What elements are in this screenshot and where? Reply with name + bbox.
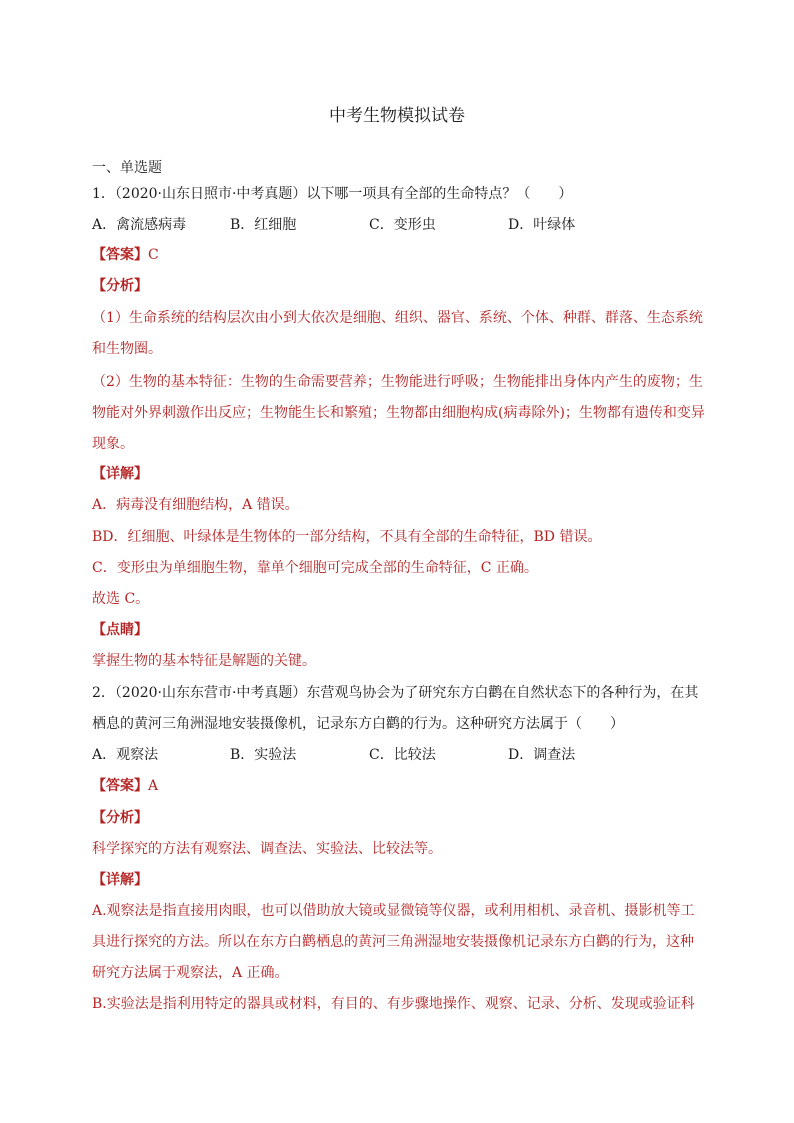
q2-detail-line: 具进行探究的方法。所以在东方白鹳栖息的黄河三角洲湿地安装摄像机记录东方白鹳的行为，这种 (92, 934, 694, 950)
q1-answer-row (92, 245, 704, 265)
q2-option-d: D．调查法 (508, 747, 576, 763)
q1-analysis-line: 现象。 (92, 436, 134, 452)
q1-option-b: B．红细胞 (230, 217, 297, 233)
q1-detail-line: A．病毒没有细胞结构，A 错误。 (92, 497, 299, 513)
q1-detail-line: BD．红细胞、叶绿体是生物体的一部分结构，不具有全部的生命特征，BD 错误。 (92, 529, 602, 545)
q2-option-c: C．比较法 (369, 747, 436, 763)
q1-tip-tag: 【点睛】 (92, 622, 148, 638)
answer-value: C (148, 247, 159, 263)
q1-analysis-tag: 【分析】 (92, 278, 148, 294)
q2-analysis-text: 科学探究的方法有观察法、调查法、实验法、比较法等。 (92, 841, 442, 857)
q1-option-a: A．禽流感病毒 (92, 217, 187, 233)
q1-option-d: D．叶绿体 (508, 217, 576, 233)
q1-detail-line: C．变形虫为单细胞生物，靠单个细胞可完成全部的生命特征，C 正确。 (92, 560, 538, 576)
q1-analysis-line: 和生物圈。 (92, 341, 162, 357)
q1-detail-line: 故选 C。 (92, 591, 150, 607)
q1-tip-text: 掌握生物的基本特征是解题的关键。 (92, 653, 316, 669)
q1-analysis-line: （2）生物的基本特征：生物的生命需要营养；生物能进行呼吸；生物能排出身体内产生的废物；生 (92, 374, 703, 390)
q2-stem-line: 2．（2020·山东东营市·中考真题）东营观鸟协会为了研究东方白鹳在自然状态下的各种行为，在其 (92, 685, 699, 701)
answer-tag: 【答案】 (92, 247, 148, 263)
q2-answer-row (92, 776, 704, 796)
q1-stem: 1．（2020·山东日照市·中考真题）以下哪一项具有全部的生命特点？（ ） (92, 186, 573, 202)
q2-detail-line: A.观察法是指直接用肉眼，也可以借助放大镜或显微镜等仪器，或利用相机、录音机、摄影机等工 (92, 903, 695, 919)
q2-detail-line: B.实验法是指利用特定的器具或材料，有目的、有步骤地操作、观察、记录、分析、发现或验证科 (92, 996, 695, 1012)
q2-detail-tag: 【详解】 (92, 872, 148, 888)
q2-option-b: B．实验法 (230, 747, 297, 763)
page-title: 中考生物模拟试卷 (329, 106, 465, 126)
q1-option-c: C．变形虫 (369, 217, 436, 233)
section-heading: 一、单选题 (92, 160, 162, 176)
q1-analysis-line: （1）生命系统的结构层次由小到大依次是细胞、组织、器官、系统、个体、种群、群落、生态系统 (92, 310, 703, 326)
answer-tag: 【答案】 (92, 778, 148, 794)
answer-value: A (148, 778, 159, 794)
q2-detail-line: 研究方法属于观察法，A 正确。 (92, 965, 289, 981)
q1-analysis-line: 物能对外界刺激作出反应；生物能生长和繁殖；生物都由细胞构成(病毒除外)；生物都有遗传和变异 (92, 405, 705, 421)
q2-option-a: A．观察法 (92, 747, 159, 763)
q1-detail-tag: 【详解】 (92, 466, 148, 482)
q2-stem-line: 栖息的黄河三角洲湿地安装摄像机，记录东方白鹳的行为。这种研究方法属于（ ） (92, 716, 624, 732)
q2-analysis-tag: 【分析】 (92, 810, 148, 826)
